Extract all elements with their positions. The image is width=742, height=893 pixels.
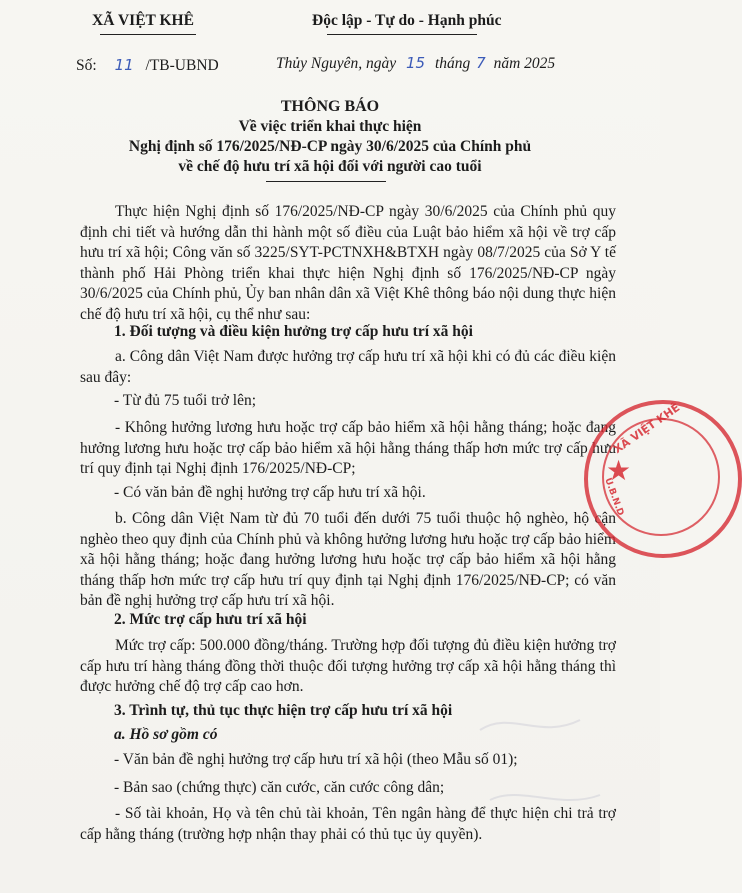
section2-text: Mức trợ cấp: 500.000 đồng/tháng. Trường hợp đối tượng đủ điều kiện hưởng trợ cấp hưu trí hàng tháng đồng thời thuộc đối tượng hưởng trợ cấp xã hội hằng tháng thì được hưởng chế độ trợ cấp cao hơn. — [80, 637, 616, 695]
section3-item3: - Số tài khoản, Họ và tên chủ tài khoản, Tên ngân hàng để thực hiện chi trả trợ cấp hằng tháng (trường hợp nhận thay phải có thủ tục ủy quyền). — [80, 805, 616, 843]
section1-a-item2: - Không hưởng lương hưu hoặc trợ cấp bảo hiểm xã hội hằng tháng; hoặc đang hưởng lương hưu hoặc trợ cấp bảo hiểm xã hội hằng tháng thấp hơn mức trợ cấp hưu trí quy định tại Nghị định 176/2025/NĐ-CP; — [80, 419, 616, 477]
section1-a-item3: - Có văn bản đề nghị hưởng trợ cấp hưu trí xã hội. — [114, 484, 426, 501]
official-stamp — [584, 400, 742, 558]
section3-sub-a: a. Hồ sơ gồm có — [114, 726, 218, 743]
title-underline — [266, 181, 386, 182]
number-suffix: /TB-UBND — [145, 57, 219, 74]
number-label: Số: — [76, 57, 97, 74]
signature-bleed — [470, 700, 620, 820]
year-label: năm 2025 — [493, 55, 556, 72]
notice-subject-line1: Về việc triển khai thực hiện — [238, 118, 422, 135]
notice-subject-line3: về chế độ hưu trí xã hội đối với người cao tuổi — [178, 158, 482, 175]
section1-a-intro: a. Công dân Việt Nam được hưởng trợ cấp hưu trí xã hội khi có đủ các điều kiện sau đây: — [80, 348, 616, 386]
intro-paragraph: Thực hiện Nghị định số 176/2025/NĐ-CP ngày 30/6/2025 của Chính phủ quy định chi tiết và hướng dẫn thi hành một số điều của Luật bảo hiểm xã hội về trợ cấp hưu trí xã hội; Công văn số 3225/SYT-PCTNXH&BTXH ngày 08/7/2025 của Sở Y tế thành phố Hải Phòng triển khai thực hiện Nghị định số 176/2025/NĐ-CP ngày 30/6/2025 của Chính phủ, Ủy ban nhân dân xã Việt Khê thông báo nội dung thực hiện chế độ hưu trí xã hội, cụ thể như sau: — [80, 203, 616, 323]
stamp-lettering-bottom: U.B.N.D — [602, 476, 626, 518]
national-motto: Độc lập - Tự do - Hạnh phúc — [312, 12, 502, 29]
stamp-lettering: XÃ VIỆT KHÊ — [611, 400, 683, 457]
place-date — [276, 54, 555, 73]
section1-b-text: b. Công dân Việt Nam từ đủ 70 tuổi đến dưới 75 tuổi thuộc hộ nghèo, hộ cận nghèo theo quy định của Chính phủ và không hưởng lương hưu hoặc trợ cấp bảo hiểm xã hội hằng tháng; hoặc đang hưởng lương hưu hoặc trợ cấp bảo hiểm xã hội hằng tháng thấp hơn mức trợ cấp hưu trí quy định tại Nghị định 176/2025/NĐ-CP; có văn bản đề nghị hưởng trợ cấp hưu trí xã hội. — [80, 510, 616, 609]
star-icon: ★ — [606, 456, 632, 487]
notice-title: THÔNG BÁO — [280, 98, 380, 115]
date-day: 15 — [405, 54, 426, 72]
notice-subject-line2: Nghị định số 176/2025/NĐ-CP ngày 30/6/2025 của Chính phủ — [128, 138, 532, 155]
commune-name: XÃ VIỆT KHÊ — [92, 12, 194, 29]
section1-heading: 1. Đối tượng và điều kiện hưởng trợ cấp hưu trí xã hội — [114, 323, 473, 340]
document-number — [76, 56, 219, 75]
section2-heading: 2. Mức trợ cấp hưu trí xã hội — [114, 611, 307, 628]
month-label: tháng — [434, 55, 471, 72]
motto-underline — [327, 34, 477, 35]
section1-a-item1: - Từ đủ 75 tuổi trở lên; — [114, 392, 257, 409]
number-value: 11 — [114, 56, 134, 74]
date-month: 7 — [476, 54, 486, 72]
place-date-prefix: Thủy Nguyên, ngày — [276, 55, 397, 72]
section3-heading: 3. Trình tự, thủ tục thực hiện trợ cấp hưu trí xã hội — [114, 702, 453, 719]
section3-item2: - Bản sao (chứng thực) căn cước, căn cước công dân; — [114, 779, 445, 796]
section3-item1: - Văn bản đề nghị hưởng trợ cấp hưu trí xã hội (theo Mẫu số 01); — [114, 751, 518, 768]
commune-underline — [100, 34, 196, 35]
